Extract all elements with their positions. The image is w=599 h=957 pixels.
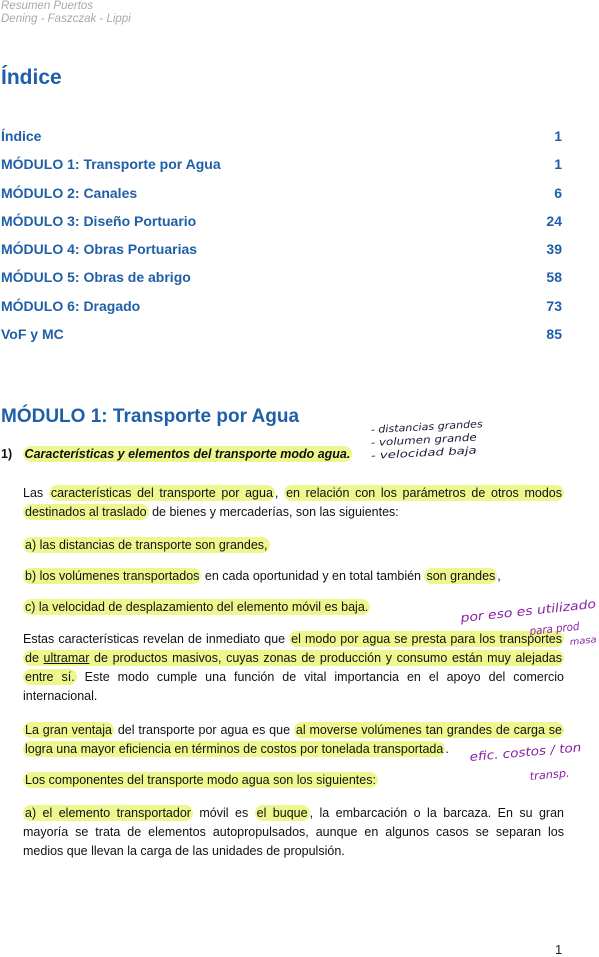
paragraph-ultramar — [23, 630, 564, 706]
handwritten-line: - velocidad baja — [370, 446, 451, 462]
paragraph-components — [23, 771, 564, 790]
handwritten-line: por eso es utilizado — [459, 598, 578, 625]
highlighted-text: b) los volúmenes transportados — [25, 569, 200, 583]
section-heading — [1, 447, 352, 461]
handwritten-line: efic. costos / ton — [469, 741, 570, 764]
toc-page: 24 — [546, 213, 562, 229]
toc-entry[interactable] — [1, 128, 562, 148]
paragraph-characteristics — [23, 484, 564, 522]
highlighted-text: el buque — [256, 806, 308, 820]
underlined-text: ultramar — [43, 651, 90, 665]
text-run: del transporte por agua es que — [113, 723, 294, 737]
text-run: móvil es — [192, 806, 255, 820]
highlighted-text: a) las distancias de transporte son grandes, — [25, 538, 268, 552]
toc-label: MÓDULO 6: Dragado — [1, 298, 141, 314]
toc-label: MÓDULO 4: Obras Portuarias — [1, 241, 198, 257]
highlighted-text: Los componentes del transporte modo agua son los siguientes: — [25, 773, 376, 787]
handwritten-line: masa — [569, 635, 595, 648]
highlighted-text: características del transporte por agua — [50, 486, 273, 500]
toc-entry[interactable] — [1, 298, 562, 318]
running-header-authors: Dening - Faszczak - Lippi — [1, 13, 131, 25]
toc-page: 6 — [554, 185, 562, 201]
toc-label: MÓDULO 2: Canales — [1, 185, 138, 201]
highlighted-text: La gran ventaja — [25, 723, 112, 737]
text-run: , — [497, 569, 501, 583]
toc-page: 39 — [546, 241, 562, 257]
list-item-c — [23, 598, 564, 617]
highlighted-text: al moverse volúmenes tan grandes de carga se logra una mayor eficiencia en términos de costos por tonelada transportada — [25, 723, 562, 756]
list-item-b — [23, 567, 564, 586]
toc-entry[interactable] — [1, 156, 562, 176]
toc-label: MÓDULO 3: Diseño Portuario — [1, 213, 197, 229]
text-run: Este modo cumple una función de vital importancia en el apoyo del comercio internacional. — [23, 670, 564, 703]
text-run: en cada oportunidad y en total también — [201, 569, 425, 583]
page-number: 1 — [555, 942, 563, 957]
highlighted-text: a) el elemento transportador — [25, 806, 191, 820]
paragraph-transporter — [23, 804, 564, 861]
toc-entry[interactable] — [1, 269, 562, 289]
toc-page: 58 — [546, 269, 562, 285]
toc-page: 73 — [546, 298, 562, 314]
handwritten-line: transp. — [529, 766, 569, 783]
toc-entry[interactable] — [1, 241, 562, 261]
highlighted-text: son grandes — [426, 569, 496, 583]
toc-entry[interactable] — [1, 185, 562, 205]
toc-label: MÓDULO 1: Transporte por Agua — [1, 156, 221, 172]
text-run: de bienes y mercaderías, son las siguientes: — [148, 505, 399, 519]
handwritten-line: - volumen grande — [370, 433, 460, 449]
toc-label: MÓDULO 5: Obras de abrigo — [1, 269, 191, 285]
section-title: Características y elementos del transporte modo agua. — [24, 447, 351, 461]
text-run: . — [445, 742, 449, 756]
text-run: Las — [23, 486, 49, 500]
toc-label: VoF y MC — [1, 326, 64, 342]
toc-page: 85 — [546, 326, 562, 342]
highlighted-text: c) la velocidad de desplazamiento del elemento móvil es baja. — [25, 600, 369, 614]
toc-page: 1 — [554, 128, 562, 144]
text-run: el modo por agua se presta para los transportes de — [25, 632, 562, 665]
toc-label: Índice — [1, 128, 42, 144]
module-heading: MÓDULO 1: Transporte por Agua — [1, 406, 300, 427]
text-run: de productos masivos, cuyas zonas de producción y consumo están muy alejadas entre sí. — [25, 651, 562, 684]
highlighted-text: en relación con los parámetros de otros modos destinados al traslado — [25, 486, 562, 519]
handwritten-line: para prod — [528, 619, 584, 638]
running-header-title: Resumen Puertos — [1, 0, 94, 12]
text-run: , — [274, 486, 285, 500]
toc-entry[interactable] — [1, 213, 562, 233]
text-run: , la embarcación o la barcaza. En su gran mayoría se trata de elementos autopropulsados, aunque en algunos casos se separan los medios que llevan la carga de las unidades de propulsión. — [23, 806, 565, 858]
handwritten-line: - distancias grandes — [370, 419, 472, 436]
toc-entry[interactable] — [1, 326, 562, 346]
toc-page: 1 — [554, 156, 562, 172]
section-number: 1) — [1, 447, 13, 461]
index-heading: Índice — [1, 66, 62, 89]
text-run: Estas características revelan de inmediato que — [23, 632, 290, 646]
paragraph-advantage — [23, 721, 564, 759]
list-item-a — [23, 536, 564, 555]
handwritten-note-characteristics — [371, 419, 483, 462]
